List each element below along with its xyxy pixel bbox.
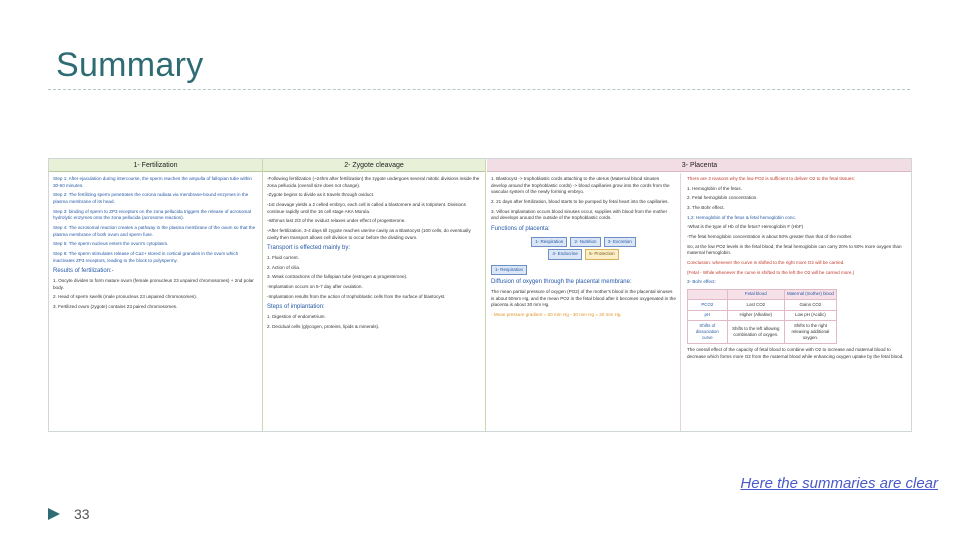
placenta-line: 3. Villous implantation occurs blood sinuses occur, supplies with blood from the mother and develops around the outside of the trophoblastic cords. (491, 208, 668, 221)
implantation-step: 2. Decidual cells (glycogen, proteins, lipids & minerals). (267, 323, 380, 329)
function-box: 1- Respiration (531, 237, 567, 248)
table-row (688, 300, 837, 310)
diffusion-heading: Diffusion of oxygen through the placental membrane: (491, 279, 632, 286)
fertilization-body (49, 173, 263, 317)
diffusion-gradient: - Mean pressure gradient = 50 mm Hg - 30 mm Hg = 20 mm Hg (491, 311, 621, 317)
page-number: 33 (74, 506, 90, 522)
placenta-reason: 1. Hemoglobin of the fetus. (687, 185, 742, 191)
placenta-panel (487, 159, 912, 431)
function-box: 4- Endocrine (548, 249, 582, 260)
summaries-link[interactable]: Here the summaries are clear (740, 475, 938, 492)
title-divider (48, 89, 910, 90)
slide-title: Summary (56, 46, 204, 84)
cleavage-line: -Isthmus last 2/3 of the oviduct relaxes under effect of progesterone. (267, 218, 406, 224)
page-arrow-icon (48, 508, 60, 520)
placenta-conclusion: (Fetal - While whenever the curve is shifted to the left the O2 will be carried more.) (687, 269, 855, 275)
table-cell: Shifts of dissociation curve (688, 321, 728, 344)
placenta-note: -The fetal hemoglobin concentration is about 50% greater than that of the mother. (687, 233, 853, 239)
placenta-left-column (487, 173, 681, 431)
transport-item: 2. Action of cilia. (267, 264, 301, 270)
table-cell: Low pH (Acidic) (784, 310, 836, 320)
fertilization-step-5: Step 5: The sperm nucleus enters the ovum's cytoplasm. (53, 241, 169, 247)
implantation-steps-heading: Steps of implantation: (267, 304, 325, 311)
placenta-note: -What is the type of Hb of the fetus? Hemoglobin F (HbF) (687, 224, 804, 230)
table-cell: Gains CO2 (784, 300, 836, 310)
placenta-reason: 2. Fetal hemoglobin concentration. (687, 195, 758, 201)
placenta-conclusion: Conclusion: whenever the curve is shifted to the right more O2 will be carried. (687, 259, 845, 265)
cleavage-line: -1st cleavage yields a 2 celled embryo, each cell is called a blastomere and is totipotent. Divisions continue rapidly until the 16 cell stage AKA Morula. (267, 201, 466, 214)
results-heading: Results of fertilization:- (53, 268, 114, 275)
results-item: 3. Fertilized ovum (zygote) contains 23 paired chromosomes. (53, 303, 178, 309)
function-box: 5- Protection (585, 249, 619, 260)
transport-item: 3. Weak contractions of the fallopian tube (estrogen & progesterone). (267, 274, 408, 280)
fertilization-step-6: Step 6: The sperm stimulates release of Ca2+ stored in cortical granules in the ovum which inactivates ZP3 receptors, leading to the block to polyspermy. (53, 250, 239, 263)
implantation-step: 1. Digestion of endometrium. (267, 313, 326, 319)
table-header-row (688, 289, 837, 299)
bohr-effect-note: The overall effect of the capacity of fetal blood to combine with O2 to increase and maternal blood to decrease which forms more O2 from the maternal blood while enhancing oxygen uptake by the fetal blood. (687, 347, 904, 359)
table-cell: Shifts to the left allowing combination of oxygen. (727, 321, 784, 344)
zygote-cleavage-panel (263, 159, 486, 431)
zygote-cleavage-body (263, 173, 486, 336)
transport-heading: Transport is effected mainly by: (267, 245, 351, 252)
table-cell: Lost CO2 (727, 300, 784, 310)
table-cell: Fetal blood (727, 289, 784, 299)
cleavage-line: -Following fertilization (~24hrs after fertilization) the zygote undergoes several mitotic divisions inside the zona pellucida (overall size does not change). (267, 176, 480, 188)
table-cell: pH (688, 310, 728, 320)
function-box: 3- Excretion (604, 237, 636, 248)
functions-heading: Functions of placenta: (491, 225, 550, 232)
fertilization-panel (49, 159, 263, 431)
placenta-reason: 3. The Bohr effect. (687, 204, 725, 210)
cleavage-line: -Zygote begins to divide as it travels through oviduct. (267, 192, 375, 198)
results-item: 1. Oocyte divides to form mature ovum (female pronucleus 23 unpaired chromosomes) + 2nd polar body. (53, 277, 254, 290)
placenta-right-column (683, 173, 911, 366)
table-cell: Shifts to the right releasing additional oxygen. (784, 321, 836, 344)
implantation-line: -Implantation results from the action of trophoblastic cells from the surface of blastocyst. (267, 293, 446, 299)
placenta-reasons: There are 3 reasons why the low PO2 is sufficient to deliver O2 to the fetal tissues: (687, 176, 855, 181)
placenta-note: So, at the low PO2 levels in the fetal blood, the fetal hemoglobin can carry 20% to 50% more oxygen than maternal hemoglobin. (687, 243, 902, 256)
diffusion-line: The mean partial pressure of oxygen (PO2) of the mother's blood in the placental sinuses is about 50mm Hg, and the mean PO2 in the fetal blood after it becomes oxygenated in the placenta is about 30 mm Hg. (491, 288, 676, 308)
summary-image (48, 158, 912, 432)
placenta-note: 1,2: Hemoglobin of the fetus & fetal hemoglobin conc. (687, 214, 797, 220)
table-cell (688, 289, 728, 299)
fertilization-step-1: Step 1: After ejaculation during intercourse, the sperm reaches the ampulla of fallopian tube within 30-60 minutes. (53, 176, 252, 188)
placenta-line: 1. Blastocyst -> trophoblastic cords attaching to the uterus (Maternal blood sinuses develop around the trophoblastic cords) -> blood capillaries grow into the cords from the vascular system of the newly forming embryo. (491, 176, 670, 195)
placenta-line: 2. 21 days after fertilization, blood starts to be pumped by fetal heart into the capillaries. (491, 198, 669, 204)
bohr-effect-table (687, 289, 837, 344)
diffusion-tab: 1- Respiration (491, 265, 527, 276)
bohr-effect-label: 3- Bohr effect: (687, 279, 716, 285)
fertilization-step-3: Step 3: binding of sperm to ZP3 receptors on the zona pellucida triggers the release of acrosomal hydrolytic enzymes onto the zona pellucida (acrosome reaction). (53, 208, 251, 221)
table-row (688, 321, 837, 344)
function-box: 2- Nutrition (570, 237, 600, 248)
placenta-header: 3- Placenta (487, 159, 912, 172)
implantation-line: -Implantation occurs on 5-7 day after ovulation. (267, 283, 363, 289)
transport-item: 1. Fluid current. (267, 254, 299, 260)
table-cell: Maternal (mother) blood (784, 289, 836, 299)
table-cell: Higher (Alkaline) (727, 310, 784, 320)
cleavage-line: -After fertilization, 3-4 days till zygote reaches uterine cavity as a Blastocyst (100 cells, do eventually cavity then transport allows cell division to occur before the dividing ovum. (267, 227, 471, 240)
table-row (688, 310, 837, 320)
fertilization-header: 1- Fertilization (49, 159, 262, 172)
table-cell: PCO2 (688, 300, 728, 310)
functions-diagram (491, 236, 676, 261)
fertilization-step-2: Step 2: The fertilizing sperm penetrates the corona radiata via membrane-bound enzymes in the plasma membrane of its head. (53, 192, 249, 204)
zygote-cleavage-header: 2- Zygote cleavage (263, 159, 485, 172)
fertilization-step-4: Step 4: The acrosomal reaction creates a pathway in the plasma membrane of the ovum so that the plasma membrane of both ovum and sperm fuse. (53, 224, 256, 237)
results-item: 2. Head of sperm swells (male pronucleus 23 unpaired chromosomes). (53, 294, 198, 300)
